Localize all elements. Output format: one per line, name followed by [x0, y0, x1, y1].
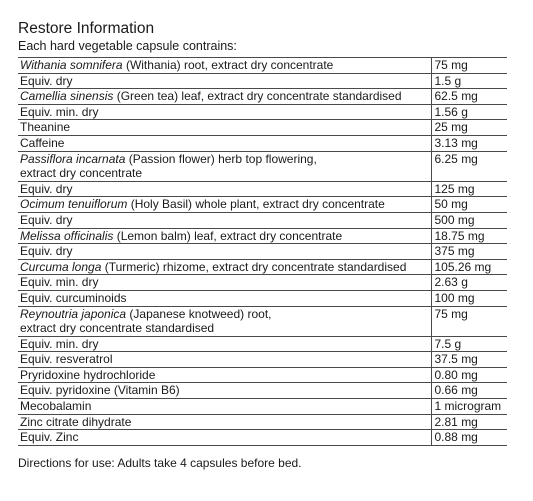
- table-row: [18, 275, 507, 291]
- ingredient-description-continued: extract dry concentrate standardised: [20, 321, 215, 336]
- ingredient-description: Equiv. dry: [20, 73, 73, 88]
- ingredient-description: Theanine: [20, 120, 71, 135]
- table-row: [18, 151, 507, 181]
- ingredient-botanical-name: Passiflora incarnata: [20, 151, 126, 166]
- ingredient-amount: 125 mg: [431, 181, 507, 197]
- ingredient-name-cell: [18, 306, 431, 336]
- table-row: [18, 212, 507, 228]
- ingredient-amount: 0.88 mg: [431, 430, 507, 446]
- ingredient-description: Equiv. min. dry: [20, 275, 99, 290]
- ingredient-name-cell: [18, 58, 431, 74]
- ingredient-description: (Green tea) leaf, extract dry concentrate standardised: [113, 89, 402, 104]
- table-row: [18, 73, 507, 89]
- table-row: [18, 414, 507, 430]
- ingredient-description: Equiv. dry: [20, 212, 73, 227]
- ingredient-amount: 6.25 mg: [431, 151, 507, 181]
- ingredient-description: Equiv. resveratrol: [20, 352, 113, 367]
- ingredient-amount: 1.56 g: [431, 104, 507, 120]
- ingredient-name-cell: [18, 336, 431, 352]
- ingredient-amount: 0.66 mg: [431, 383, 507, 399]
- table-row: [18, 306, 507, 336]
- ingredient-name-cell: [18, 212, 431, 228]
- ingredients-table: [18, 57, 507, 446]
- ingredient-description-continued: extract dry concentrate: [20, 166, 143, 181]
- ingredient-name-cell: [18, 399, 431, 415]
- ingredient-botanical-name: Melissa officinalis: [20, 228, 114, 243]
- ingredient-description: Pryridoxine hydrochloride: [20, 367, 156, 382]
- ingredient-name-cell: [18, 73, 431, 89]
- ingredient-amount: 50 mg: [431, 197, 507, 213]
- ingredient-botanical-name: Withania somnifera: [20, 58, 123, 72]
- ingredient-description: Equiv. pyridoxine (Vitamin B6): [20, 383, 180, 398]
- ingredient-name-cell: [18, 352, 431, 368]
- ingredient-name-cell: [18, 383, 431, 399]
- ingredient-name-cell: [18, 275, 431, 291]
- table-row: [18, 135, 507, 151]
- ingredient-description: (Passion flower) herb top flowering,: [125, 151, 317, 166]
- ingredient-amount: 2.63 g: [431, 275, 507, 291]
- ingredient-description: (Withania) root, extract dry concentrate: [122, 58, 334, 72]
- ingredient-description: (Lemon balm) leaf, extract dry concentrate: [113, 228, 343, 243]
- ingredient-amount: 18.75 mg: [431, 228, 507, 244]
- table-row: [18, 89, 507, 105]
- table-row: [18, 58, 507, 74]
- table-row: [18, 290, 507, 306]
- ingredient-name-cell: [18, 89, 431, 105]
- ingredient-amount: 1.5 g: [431, 73, 507, 89]
- ingredient-amount: 0.80 mg: [431, 367, 507, 383]
- ingredients-table-body: [18, 58, 507, 446]
- ingredient-name-cell: [18, 259, 431, 275]
- ingredient-name-cell: [18, 120, 431, 136]
- ingredient-description: Equiv. min. dry: [20, 336, 99, 351]
- ingredient-description: Mecobalamin: [20, 399, 92, 414]
- ingredient-description: Equiv. dry: [20, 244, 73, 259]
- ingredient-name-cell: [18, 197, 431, 213]
- table-row: [18, 367, 507, 383]
- table-row: [18, 181, 507, 197]
- ingredient-amount: 75 mg: [431, 306, 507, 336]
- ingredient-name-cell: [18, 414, 431, 430]
- ingredient-name-cell: [18, 104, 431, 120]
- ingredient-name-cell: [18, 367, 431, 383]
- ingredient-description: (Turmeric) rhizome, extract dry concentrate standardised: [101, 259, 407, 274]
- ingredient-description: (Japanese knotweed) root,: [126, 306, 272, 321]
- ingredient-name-cell: [18, 244, 431, 260]
- ingredient-amount: 100 mg: [431, 290, 507, 306]
- ingredient-amount: 62.5 mg: [431, 89, 507, 105]
- table-row: [18, 430, 507, 446]
- table-row: [18, 228, 507, 244]
- table-row: [18, 104, 507, 120]
- table-row: [18, 352, 507, 368]
- ingredient-botanical-name: Reynoutria japonica: [20, 306, 127, 321]
- ingredient-amount: 7.5 g: [431, 336, 507, 352]
- ingredient-description: Caffeine: [20, 135, 65, 150]
- table-row: [18, 120, 507, 136]
- page-subtitle: Each hard vegetable capsule contrains:: [18, 39, 237, 53]
- ingredient-name-cell: [18, 228, 431, 244]
- ingredient-amount: 37.5 mg: [431, 352, 507, 368]
- page-title: Restore Information: [18, 20, 155, 37]
- ingredient-amount: 1 microgram: [431, 399, 507, 415]
- ingredient-amount: 105.26 mg: [431, 259, 507, 275]
- table-row: [18, 399, 507, 415]
- ingredient-amount: 375 mg: [431, 244, 507, 260]
- ingredient-botanical-name: Curcuma longa: [20, 259, 102, 274]
- table-row: [18, 197, 507, 213]
- ingredient-description: Equiv. dry: [20, 181, 73, 196]
- ingredient-description: Equiv. Zinc: [20, 430, 79, 445]
- ingredient-description: (Holy Basil) whole plant, extract dry concentrate: [127, 197, 385, 212]
- table-row: [18, 336, 507, 352]
- ingredient-botanical-name: Ocimum tenuiflorum: [20, 197, 128, 212]
- table-row: [18, 383, 507, 399]
- ingredient-description: Equiv. min. dry: [20, 104, 99, 119]
- ingredient-amount: 75 mg: [431, 58, 507, 74]
- ingredient-name-cell: [18, 430, 431, 446]
- ingredient-description: Zinc citrate dihydrate: [20, 414, 132, 429]
- table-row: [18, 259, 507, 275]
- ingredient-name-cell: [18, 290, 431, 306]
- table-row: [18, 244, 507, 260]
- ingredient-name-cell: [18, 181, 431, 197]
- ingredient-botanical-name: Camellia sinensis: [20, 89, 114, 104]
- directions-text: Directions for use: Adults take 4 capsules before bed.: [18, 456, 302, 470]
- ingredient-name-cell: [18, 135, 431, 151]
- ingredient-description: Equiv. curcuminoids: [20, 290, 127, 305]
- ingredient-amount: 2.81 mg: [431, 414, 507, 430]
- ingredient-name-cell: [18, 151, 431, 181]
- ingredient-amount: 25 mg: [431, 120, 507, 136]
- ingredient-amount: 500 mg: [431, 212, 507, 228]
- ingredient-amount: 3.13 mg: [431, 135, 507, 151]
